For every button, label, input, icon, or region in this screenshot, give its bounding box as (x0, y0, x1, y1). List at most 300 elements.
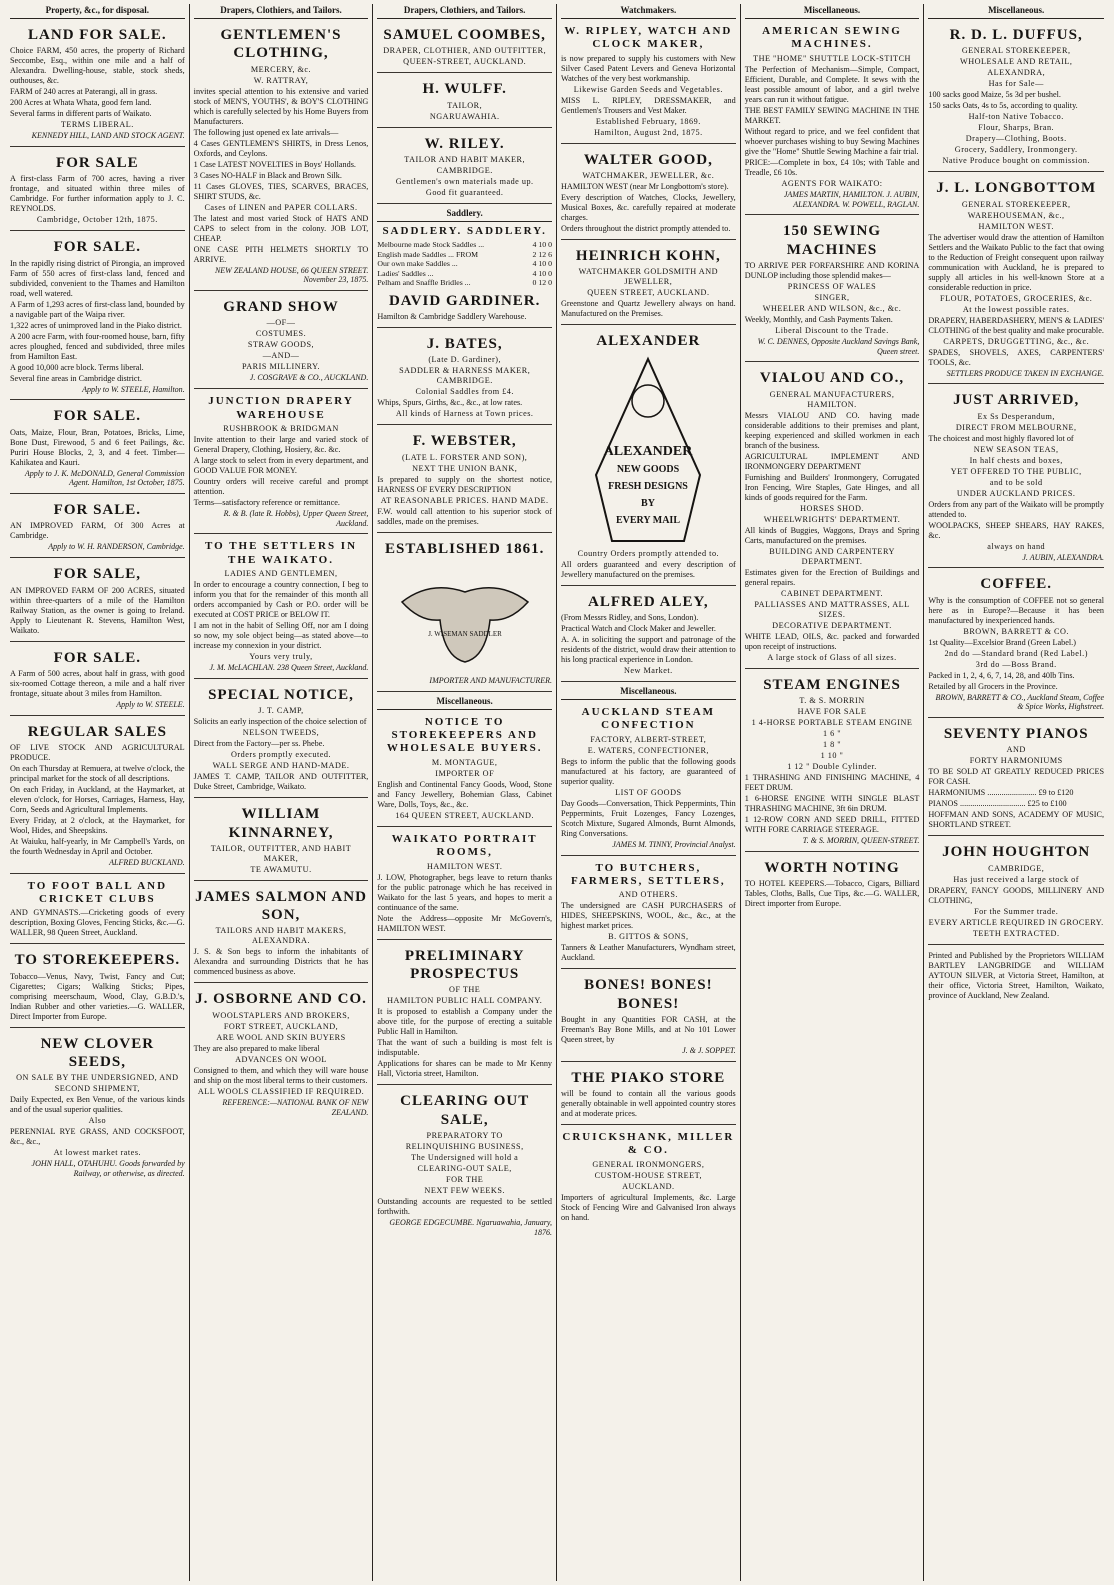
ad-text-line: Messrs VIALOU AND CO. having made considerable additions to their premises and plant, keeping experienced and skilled workmen in each branch of the business. (744, 410, 920, 450)
ad-text-line: Solicits an early inspection of the choice selection of (193, 717, 367, 727)
ad-text-line: ONE CASE PITH HELMETS SHORTLY TO ARRIVE. (193, 244, 369, 264)
ad-heading: TO FOOT BALL AND CRICKET CLUBS (27, 879, 168, 905)
ad-text-line: At the lowest possible rates. (962, 304, 1070, 314)
ad-text-line: Is prepared to supply on the shortest notice, HARNESS OF EVERY DESCRIPTION (377, 474, 553, 494)
ad-text-line: COSTUMES. (255, 329, 307, 339)
ad-text-line: AND (1006, 745, 1026, 755)
ad-signature: JAMES MARTIN, HAMILTON. J. AUBIN, ALEXANDRA. W. POWELL, RAGLAN. (783, 189, 920, 209)
advertisement (10, 645, 185, 716)
advertisement (377, 131, 552, 204)
ad-text-line: They are also prepared to make liberal (193, 1043, 320, 1053)
ad-text-line: PRINCESS OF WALES (787, 281, 877, 291)
advertisement (928, 721, 1104, 836)
ad-text-line: SINGER, (814, 292, 850, 302)
ad-heading: WAIKATO PORTRAIT ROOMS, (391, 832, 538, 859)
ad-signature: GEORGE EDGECUMBE. Ngaruawahia, January, 1876. (389, 1217, 553, 1237)
ad-text-line: ARE WOOL AND SKIN BUYERS (216, 1032, 346, 1042)
ad-text-line: Consigned to them, and which they will ware house and ship on the most liberal terms to their customers. (193, 1065, 369, 1085)
saddle-body (402, 588, 528, 662)
advertisement (194, 294, 369, 389)
price-item: English made Saddles ... FROM (377, 249, 479, 259)
ad-signature: R. & B. (late R. Hobbs), Upper Queen Street, Auckland. (223, 508, 369, 528)
ad-text-line: Country orders will receive careful and prompt attention. (193, 476, 369, 496)
ad-text-line: CUSTOM-HOUSE STREET, (594, 1170, 703, 1180)
ad-text-line: Applications for shares can be made to Mr Kenny Hall, Victoria street, Hamilton. (377, 1059, 553, 1079)
column-section-header: Drapers, Clothiers, and Tailors. (377, 4, 552, 19)
ad-text-line: is now prepared to supply his customers with New Silver Cased Patent Levers and Geneva Horizontal Watches of the very best workmanship. (561, 53, 736, 83)
ad-text-line: IMPORTER OF (435, 768, 495, 778)
ad-text-line: On each Thursday at Remuera, at twelve o'clock, the principal market for the stock of all descriptions. (10, 763, 185, 783)
ad-text-line: HAVE FOR SALE (797, 706, 867, 716)
ad-heading: VIALOU AND CO., (759, 370, 905, 387)
ad-text-line: 1 THRASHING AND FINISHING MACHINE, 4 FEET DRUM. (744, 772, 920, 792)
ad-heading: HEINRICH KOHN, (575, 248, 721, 265)
advertisement (377, 713, 552, 827)
ad-text-line: Colonial Saddles from £4. (415, 387, 514, 397)
ad-text-line: DECORATIVE DEPARTMENT. (772, 620, 892, 630)
ad-text-line: ALEXANDRA, (987, 68, 1046, 78)
ad-text-line: WHEELWRIGHTS' DEPARTMENT. (763, 514, 901, 524)
advertisement (745, 218, 920, 362)
price-list-row (377, 250, 552, 260)
ad-text-line: 1 10 " (820, 750, 844, 760)
ad-text-line: GENERAL STOREKEEPER, (961, 199, 1071, 209)
ad-text-line: Retailed by all Grocers in the Province. (928, 681, 1058, 691)
ad-text-line: FORT STREET, AUCKLAND, (223, 1021, 339, 1031)
ad-text-line: 3rd do —Boss Brand. (975, 659, 1057, 669)
ad-text-line: UNDER AUCKLAND PRICES. (956, 488, 1076, 498)
ad-text-line: DRAPERY, FANCY GOODS, MILLINERY AND CLOTHING, (928, 885, 1105, 905)
ad-text-line: WALL SERGE AND HAND-MADE. (212, 761, 350, 771)
ad-text-line: invites special attention to his extensive and varied stock of MEN'S, YOUTHS', & BOY'S CLOTHING which is carefully selected by his Home Buyers from Manufacturers. (193, 86, 369, 126)
ad-text-line: Invite attention to their large and varied stock of General Drapery, Clothing, Hosiery, &c. &c. (193, 434, 369, 454)
ad-text-line: AGENTS FOR WAIKATO: (781, 178, 883, 188)
ad-text-line: On each Friday, in Auckland, at the Haymarket, at eleven o'clock, for Horses, Carriages, Harness, Hay, Corn, Seeds and Agricultural Implements. (10, 784, 185, 814)
ad-heading: W. RIPLEY, WATCH AND CLOCK MAKER, (564, 24, 733, 51)
ad-text-line: For the Summer trade. (974, 906, 1059, 916)
ad-text-line: NGARUAWAHIA. (429, 111, 500, 121)
advertisement (194, 537, 369, 679)
ad-text-line: Terms—satisfactory reference or remittance. (193, 497, 340, 507)
ad-text-line: 1 8 " (822, 739, 842, 749)
ad-text-line: F.W. would call attention to his superior stock of saddles, made on the premises. (377, 506, 553, 526)
watch-badge-illustration (561, 355, 736, 545)
newspaper-column (557, 4, 741, 1581)
ad-text-line: 2nd do —Standard brand (Red Label.) (944, 648, 1088, 658)
ad-text-line: CAMBRIDGE. (436, 165, 493, 175)
ad-text-line: WAREHOUSEMAN, &c., (967, 210, 1065, 220)
newspaper-column (373, 4, 557, 1581)
ad-text-line: E. WATERS, CONFECTIONER, (587, 745, 709, 755)
ad-heading: H. WULFF. (422, 81, 507, 98)
ad-heading: NOTICE TO STOREKEEPERS AND WHOLESALE BUYERS. (386, 715, 543, 755)
ad-heading: JAMES SALMON AND SON, (195, 888, 367, 924)
advertisement (561, 859, 736, 970)
ad-heading: GRAND SHOW (223, 299, 339, 316)
ad-text-line: PARIS MILLINERY. (241, 362, 321, 372)
ad-text-line: QUEEN STREET, AUCKLAND. (587, 288, 710, 298)
ad-text-line: AN IMPROVED FARM, Of 300 Acres at Cambridge. (10, 521, 185, 541)
ad-text-line: QUEEN-STREET, AUCKLAND. (403, 57, 527, 67)
price-value: 2 12 6 (532, 249, 553, 259)
ad-text-line: 1 Case LATEST NOVELTIES in Boys' Hollands. (193, 159, 356, 169)
ad-text-line: Furnishing and Builders' Ironmongery, Corrugated Iron Fencing, Wire Staples, Gate Hinges, and all kinds of goods required for the Farm. (744, 472, 920, 502)
advertisement (194, 392, 369, 534)
ad-heading: STEAM ENGINES (763, 676, 901, 693)
ad-text-line: A Farm of 1,293 acres of first-class land, bounded by a navigable part of the Waipa river. (10, 299, 185, 319)
ad-text-line: The choicest and most highly flavored lot of (928, 433, 1074, 443)
ad-text-line: Country Orders promptly attended to. (577, 548, 720, 558)
ad-text-line: TE AWAMUTU. (250, 864, 312, 874)
ad-text-line: I am not in the habit of Selling Off, nor am I doing so now, my sole object being—as stated above—to increase my connexion in your district. (193, 621, 369, 651)
ad-text-line: DRAPER, CLOTHIER, AND OUTFITTER, (383, 46, 547, 56)
ad-text-line: WATCHMAKER GOLDSMITH AND JEWELLER, (578, 267, 719, 287)
ad-signature: J. & J. SOPPET. (682, 1045, 736, 1055)
ad-text-line: FARM of 240 acres at Paterangi, all in grass. (10, 87, 158, 97)
ad-heading: CLEARING OUT SALE, (400, 1093, 530, 1128)
badge-text: BY (641, 497, 656, 509)
ad-text-line: Hamilton, August 2nd, 1875. (594, 127, 703, 137)
clock-icon (632, 385, 664, 417)
ad-signature: JAMES M. TINNY, Provincial Analyst. (612, 839, 736, 849)
ad-text-line: and to be sold (989, 477, 1043, 487)
advertisement (561, 147, 736, 240)
ad-text-line: (LATE L. FORSTER AND SON), (402, 452, 528, 462)
price-value: 4 10 0 (532, 240, 553, 250)
ad-text-line: Note the Address—opposite Mr McGovern's, HAMILTON WEST. (377, 913, 553, 933)
columns-container (6, 4, 1108, 1581)
ad-text-line: ON SALE BY THE UNDERSIGNED, AND (16, 1073, 179, 1083)
ad-text-line: BUILDING AND CARPENTERY DEPARTMENT. (769, 546, 895, 566)
ad-heading: ALEXANDER (596, 333, 701, 350)
ad-text-line: PRICE:—Complete in box, £4 10s; with Table and Treadle, £6 10s. (744, 157, 920, 177)
ad-text-line: AN IMPROVED FARM OF 200 ACRES, situated within three-quarters of a mile of the Hamilton Railway Station, as the owner is going to Ireland. Apply to Lieutenant R. Stevens, Hamilton West, Waikato. (10, 585, 185, 635)
ad-text-line: FOR THE (446, 1174, 484, 1184)
ad-heading: PRELIMINARY PROSPECTUS (404, 947, 525, 982)
ad-text-line: MISS L. RIPLEY, DRESSMAKER, and Gentlemen's Trousers and Vest Maker. (561, 95, 736, 115)
ad-text-line: TO BE SOLD AT GREATLY REDUCED PRICES FOR CASH. (928, 767, 1105, 787)
saddle-maker-label: J. WISEMAN SADDLER (427, 629, 502, 638)
ad-text-line: NEW SEASON TEAS, (973, 444, 1059, 454)
ad-text-line: TAILOR, OUTFITTER, AND HABIT MAKER, (210, 843, 352, 863)
ad-text-line: PALLIASSES AND MATTRASSES, ALL SIZES. (754, 599, 910, 619)
advertisement (10, 561, 185, 641)
advertisement (377, 22, 552, 73)
ad-heading: JOHN HOUGHTON (942, 844, 1091, 861)
ad-heading: JUNCTION DRAPERY WAREHOUSE (208, 395, 354, 421)
ad-text-line: Has for Sale— (988, 79, 1044, 89)
ad-text-line: Importers of agricultural Implements, &c. Large Stock of Fencing Wire and Galvanised Iron always on hand. (561, 1192, 736, 1222)
ad-text-line: HOFFMAN AND SONS, ACADEMY OF MUSIC, SHORTLAND STREET. (928, 810, 1105, 830)
ad-text-line: FACTORY, ALBERT-STREET, (590, 734, 707, 744)
advertisement (745, 672, 920, 852)
advertisement (377, 331, 552, 425)
ad-text-line: Several farms in different parts of Waikato. (10, 109, 152, 119)
ad-text-line: W. RATTRAY, (253, 75, 309, 85)
ad-heading: COFFEE. (980, 576, 1052, 593)
saddle-illustration (377, 562, 552, 672)
ad-text-line: THE "HOME" SHUTTLE LOCK-STITCH (753, 53, 911, 63)
ad-text-line: Choice FARM, 450 acres, the property of Richard Seccombe, Esq., within one mile and a half of Alexandra. Dwelling-house, stable, stock sheds, outhouses, &c. (10, 46, 185, 86)
ad-text-line: MERCERY, &c. (250, 64, 312, 74)
ad-text-line: Drapery—Clothing, Boots. (965, 134, 1067, 144)
ad-text-line: 164 QUEEN STREET, AUCKLAND. (395, 810, 534, 820)
advertisement (10, 150, 185, 231)
ad-text-line: WOOLPACKS, SHEEP SHEARS, HAY RAKES, &c. (928, 520, 1105, 540)
ad-heading: ESTABLISHED 1861. (385, 540, 545, 557)
ad-text-line: In half chests and boxes, (969, 455, 1063, 465)
badge-text: FRESH DESIGNS (608, 480, 689, 492)
column-section-header: Miscellaneous. (928, 4, 1104, 19)
ad-text-line: Outstanding accounts are requested to be settled forthwith. (377, 1196, 553, 1216)
badge-text: ALEXANDER (604, 443, 693, 459)
ad-signature: BROWN, BARRETT & CO., Auckland Steam, Coffee & Spice Works, Highstreet. (935, 692, 1105, 712)
ad-signature: ALFRED BUCKLAND. (109, 857, 185, 867)
ad-text-line: SADDLER & HARNESS MAKER, CAMBRIDGE. (399, 366, 531, 386)
ad-text-line: Established February, 1869. (595, 116, 701, 126)
ad-text-line: NELSON TWEEDS, (242, 728, 320, 738)
ad-text-line: SPADES, SHOVELS, AXES, CARPENTERS' TOOLS, &c. (928, 347, 1105, 367)
ad-text-line: Direct from the Factory—per ss. Phebe. (193, 739, 325, 749)
ad-text-line: PIANOS ................................ £25 to £100 (928, 799, 1067, 809)
ad-text-line: Begs to inform the public that the following goods manufactured at his factory, are guaranteed of superior quality. (561, 756, 736, 786)
advertisement (561, 22, 736, 144)
ad-text-line: GENERAL STOREKEEPER, (961, 46, 1071, 56)
advertisement (10, 234, 185, 400)
ad-heading: BONES! BONES! BONES! (584, 977, 713, 1012)
ad-text-line: J. T. CAMP, (258, 706, 304, 716)
ad-text-line: STRAW GOODS, (247, 340, 315, 350)
advertisement (10, 22, 185, 147)
advertisement (377, 830, 552, 940)
ad-signature: J. COSGRAVE & CO., AUCKLAND. (249, 373, 369, 383)
ad-text-line: PERENNIAL RYE GRASS, AND COCKSFOOT, &c., &c., (10, 1127, 185, 1147)
column-section-header: Drapers, Clothiers, and Tailors. (194, 4, 369, 19)
ad-text-line: THE BEST FAMILY SEWING MACHINE IN THE MARKET. (744, 105, 920, 125)
advertisement (377, 536, 552, 692)
ad-heading: SPECIAL NOTICE, (208, 686, 354, 703)
ad-text-line: Likewise Garden Seeds and Vegetables. (573, 84, 723, 94)
ad-text-line: New Market. (624, 665, 673, 675)
advertisement (928, 948, 1104, 1006)
ad-text-line: All orders guaranteed and every description of Jewellery manufactured on the premises. (561, 559, 736, 579)
ad-text-line: A large stock of Glass of all sizes. (767, 652, 897, 662)
ad-text-line: AND GYMNASTS.—Cricketing goods of every description, Boxing Gloves, Fencing Sticks, &c.—G. WALLER, 98 Queen Street, Auckland. (10, 908, 185, 938)
ad-text-line: A good 10,000 acre block. Terms liberal. (10, 362, 144, 372)
price-list-row (377, 269, 552, 279)
ad-text-line: The Undersigned will hold a (411, 1152, 519, 1162)
ad-heading: AUCKLAND STEAM CONFECTION (581, 705, 716, 732)
advertisement (10, 497, 185, 558)
advertisement (745, 855, 920, 914)
ad-signature: Apply to W. STEELE. (116, 699, 185, 709)
newspaper-column (190, 4, 374, 1581)
advertisement (10, 719, 185, 874)
ad-heading: DAVID GARDINER. (388, 292, 541, 309)
ad-text-line: Half-ton Native Tobacco. (968, 112, 1064, 122)
ad-text-line: WHOLESALE AND RETAIL, (959, 57, 1073, 67)
ad-text-line: CARPETS, DRUGGETTING, &c., &c. (943, 336, 1090, 346)
ad-text-line: NEXT THE UNION BANK, (412, 463, 518, 473)
ad-text-line: WATCHMAKER, JEWELLER, &c. (582, 171, 715, 181)
price-value: 4 10 0 (532, 268, 553, 278)
ad-signature: Apply to W. H. RANDERSON, Cambridge. (48, 542, 185, 552)
price-item: Our own make Saddles ... (377, 259, 458, 269)
ad-text-line: GENERAL MANUFACTURERS, HAMILTON. (769, 389, 895, 409)
ad-text-line: DRAPERY, HABERDASHERY, MEN'S & LADIES' CLOTHING of the best quality and make procurable. (928, 315, 1105, 335)
ad-heading: THE PIAKO STORE (571, 1069, 726, 1086)
ad-text-line: Tobacco—Venus, Navy, Twist, Fancy and Cut; Cigarettes; Cigars; Walking Sticks; Pipes, comprising meerschaum, Wood, Clay, G.B.D.'s, Indian Rubber and other varieties.—G. WALLER, Direct Importer from Europe. (10, 971, 185, 1021)
ad-heading: R. D. L. DUFFUS, (949, 26, 1083, 43)
ad-signature: J. AUBIN, ALEXANDRA. (1022, 552, 1105, 562)
ad-text-line: (Late D. Gardiner), (428, 355, 502, 365)
ad-heading: TO THE SETTLERS IN THE WAIKATO. (204, 540, 358, 566)
advertisement (377, 943, 552, 1086)
ad-heading: FOR SALE (56, 155, 139, 172)
advertisement (377, 428, 552, 532)
saddlery-heading: SADDLERY. SADDLERY. (382, 224, 547, 237)
ad-heading: FOR SALE. (53, 649, 142, 666)
ad-text-line: RUSHBROOK & BRIDGMAN (223, 423, 339, 433)
ad-text-line: Cases of LINEN and PAPER COLLARS. (204, 202, 358, 212)
ad-text-line: 3 Cases NO-HALF in Black and Brown Silk. (193, 170, 342, 180)
ad-text-line: Flour, Sharps, Bran. (978, 123, 1055, 133)
ad-heading: J. L. LONGBOTTOM (936, 180, 1097, 197)
ad-text-line: All kinds of Buggies, Waggons, Drays and Spring Carts, manufactured on the premises. (744, 525, 920, 545)
ad-heading: F. WEBSTER, (412, 433, 517, 450)
ad-heading: GENTLEMEN'S CLOTHING, (220, 26, 342, 62)
ad-text-line: HAMILTON WEST. (426, 861, 503, 871)
advertisement (745, 22, 920, 215)
ad-text-line: HORSES SHOD. (800, 503, 864, 513)
badge-text: NEW GOODS (617, 463, 680, 475)
ad-text-line: JAMES T. CAMP, TAILOR AND OUTFITTER, Duke Street, Cambridge, Waikato. (193, 772, 369, 792)
ad-heading: REGULAR SALES (27, 723, 167, 740)
ad-text-line: Why is the consumption of COFFEE not so general here as in Europe?—Because it has been manufactured by inexperienced hands. (928, 595, 1105, 625)
ad-text-line: Orders promptly executed. (230, 750, 332, 760)
ad-text-line: WHITE LEAD, OILS, &c. packed and forwarded upon receipt of instructions. (744, 631, 920, 651)
advertisement (928, 22, 1104, 172)
ad-text-line: The latest and most varied Stock of HATS AND CAPS to select from in the colony. JOB LOT, CHEAP. (193, 213, 369, 243)
advertisement (928, 175, 1104, 384)
ad-text-line: 200 Acres at Whata Whata, good fern land. (10, 98, 152, 108)
ad-text-line: 100 sacks good Maize, 5s 3d per bushel. (928, 90, 1061, 100)
badge-text: EVERY MAIL (616, 514, 681, 526)
ad-text-line: HAMILTON PUBLIC HALL COMPANY. (387, 996, 543, 1006)
ad-text-line: At Waiuku, half-yearly, in Mr Campbell's Yards, on the fourth Wednesday in April and October. (10, 836, 185, 856)
ad-text-line: PREPARATORY TO (426, 1130, 503, 1140)
ad-signature: IMPORTER AND MANUFACTURER. (429, 675, 553, 685)
ad-text-line: All kinds of Harness at Town prices. (395, 409, 534, 419)
ad-text-line: It is proposed to establish a Company under the above title, for the purpose of erecting a suitable Public Hall in Hamilton. (377, 1007, 553, 1037)
ad-text-line: Every Friday, at 2 o'clock, at the Haymarket, for Wool, Hides, and Sheepskins. (10, 815, 185, 835)
ad-heading: TO STOREKEEPERS. (14, 952, 181, 969)
advertisement (377, 1088, 552, 1242)
ad-text-line: Gentlemen's own materials made up. (395, 176, 534, 186)
ad-text-line: Orders from any part of the Waikato will be promptly attended to. (928, 499, 1105, 519)
ad-text-line: That the want of such a building is most felt is indisputable. (377, 1038, 553, 1058)
ad-heading: J. BATES, (426, 336, 503, 353)
ad-heading: JUST ARRIVED, (953, 392, 1080, 409)
ad-text-line: Printed and Published by the Proprietors WILLIAM BARTLEY LANGBRIDGE and WILLIAM AYTOUN SILVER, at Victoria Street, Hamilton, at their office, Victoria Street, Hamilton, Waikato, province of Auckland, New Zealand. (928, 950, 1105, 1000)
ad-text-line: FORTY HARMONIUMS (969, 756, 1063, 766)
newspaper-column (6, 4, 190, 1581)
ad-heading: 150 SEWING MACHINES (783, 223, 881, 258)
ad-text-line: At lowest market rates. (53, 1148, 142, 1158)
ad-text-line: The Perfection of Mechanism—Simple, Compact, Efficient, Durable, and Complete. It sews with the least possible amount of labor, and a girl twelve years can run it without fatigue. (744, 64, 920, 104)
advertisement (194, 986, 369, 1122)
advertisement (377, 76, 552, 127)
ad-text-line: TERMS LIBERAL. (60, 120, 134, 130)
price-value: 0 12 0 (532, 278, 553, 288)
ad-text-line: OF LIVE STOCK AND AGRICULTURAL PRODUCE. (10, 742, 185, 762)
ad-signature: KENNEDY HILL, LAND AND STOCK AGENT. (31, 131, 185, 141)
ad-text-line: Every description of Watches, Clocks, Jewellery, Musical Boxes, &c. carefully repaired at moderate charges. (561, 193, 736, 223)
ad-text-line: Bought in any Quantities FOR CASH, at the Freeman's Bay Bone Mills, and at No 101 Lower Queen street, by (561, 1014, 736, 1044)
ad-text-line: Liberal Discount to the Trade. (775, 325, 889, 335)
newspaper-column (924, 4, 1108, 1581)
advertisement (561, 972, 736, 1061)
ad-signature: NEW ZEALAND HOUSE, 66 QUEEN STREET. November 23, 1875. (214, 265, 369, 285)
ad-signature: SETTLERS PRODUCE TAKEN IN EXCHANGE. (946, 368, 1105, 378)
advertisement (561, 589, 736, 682)
ad-signature: Apply to J. K. McDONALD, General Commission Agent. Hamilton, 1st October, 1875. (24, 468, 185, 488)
ad-text-line: CAMBRIDGE, (988, 863, 1045, 873)
ad-text-line: AUCKLAND. (622, 1181, 675, 1191)
ad-text-line: HAMILTON WEST. (978, 221, 1054, 231)
ad-signature: J. M. McLACHLAN. 238 Queen Street, Auckland. (209, 663, 369, 673)
ad-text-line: Estimates given for the Erection of Buildings and general repairs. (744, 567, 920, 587)
ad-text-line: 1 12 " Double Cylinder. (787, 761, 877, 771)
advertisement (194, 801, 369, 881)
ad-text-line: 1 6 " (822, 728, 842, 738)
ad-text-line: TAILOR, (447, 100, 483, 110)
ad-text-line: EVERY ARTICLE REQUIRED IN GROCERY. (928, 917, 1104, 927)
ad-text-line: Cambridge, October 12th, 1875. (36, 215, 158, 225)
ad-text-line: NEXT FEW WEEKS. (424, 1185, 505, 1195)
ad-text-line: Oats, Maize, Flour, Bran, Potatoes, Bricks, Lime, Bone Dust, Firewood, 5 and 6 feet Pailings, &c. Puriri House Blocks, 2, 3, and 4 feet. Timber—Kahikatea and Kauri. (10, 427, 185, 467)
advertisement (10, 877, 185, 945)
ad-text-line: will be found to contain all the various goods generally obtainable in well appointed country stores and at moderate prices. (561, 1088, 736, 1118)
ad-text-line: AND OTHERS. (618, 890, 678, 900)
ad-text-line: RELINQUISHING BUSINESS, (405, 1141, 524, 1151)
ad-heading: WORTH NOTING (764, 859, 900, 876)
ad-text-line: WOOLSTAPLERS AND BROKERS, (212, 1010, 350, 1020)
ad-heading: FOR SALE. (53, 502, 142, 519)
ad-text-line: 1st Quality—Excelsior Brand (Green Label.) (928, 637, 1076, 647)
ad-heading: WALTER GOOD, (583, 151, 713, 168)
ad-text-line: Ex Ss Desperandum, (977, 411, 1055, 421)
alexander-badge-graphic (588, 355, 708, 545)
price-value: 4 10 0 (532, 259, 553, 269)
ad-text-line: FLOUR, POTATOES, GROCERIES, &c. (940, 293, 1093, 303)
ad-text-line: TAILOR AND HABIT MAKER, (404, 154, 526, 164)
newspaper-column (741, 4, 925, 1581)
ad-text-line: Good fit guaranteed. (425, 187, 504, 197)
ad-heading: FOR SALE, (53, 566, 142, 583)
ad-text-line: —AND— (262, 351, 300, 361)
ad-text-line: SECOND SHIPMENT, (54, 1084, 140, 1094)
ad-text-line: TEETH EXTRACTED. (972, 928, 1060, 938)
ad-text-line: A. A. in soliciting the support and patronage of the residents of the district, would draw their attention to his long practical experience in London. (561, 634, 736, 664)
ad-text-line: In order to encourage a country connection, I beg to inform you that for the remainder of this month all orders accompanied by Cash or P.O. order will be executed at COST PRICE or BELOW IT. (193, 580, 369, 620)
ad-text-line: 150 sacks Oats, 4s to 5s, according to quality. (928, 101, 1078, 111)
ad-heading: W. RILEY. (424, 135, 505, 152)
ad-text-line: Yours very truly, (249, 652, 313, 662)
ad-text-line: Native Produce bought on commission. (942, 156, 1090, 166)
ad-text-line: LADIES AND GENTLEMEN, (224, 569, 338, 579)
ad-text-line: Also (88, 1116, 107, 1126)
